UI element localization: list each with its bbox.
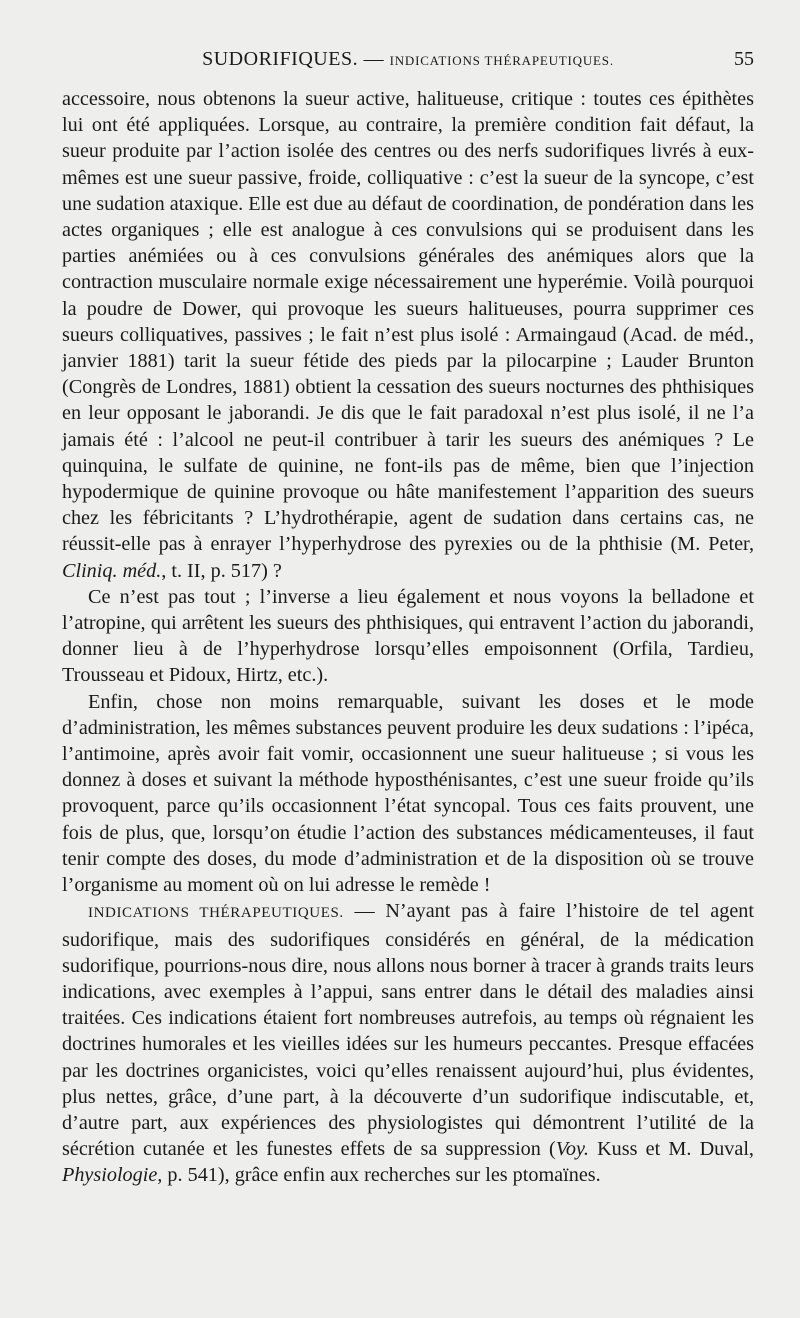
text-run: Ce n’est pas tout ; l’inverse a lieu également et nous voyons la belladone et l’atropine, qui arrêtent les sueurs des phthisiques, qui entravent l’action du jaborandi, donner lieu à de l’hyperhydrose lorsqu’elles empoisonnent (Orfila, Tardieu, Trousseau et Pidoux, Hirtz, etc.).	[62, 585, 754, 687]
page-number: 55	[734, 48, 754, 70]
italic-text: Physiologie,	[62, 1164, 163, 1187]
paragraph	[62, 584, 754, 689]
paragraph	[62, 86, 754, 584]
text-run: accessoire, nous obtenons la sueur active, halitueuse, critique : toutes ces épithètes lui ont été appliquées. Lorsque, au contraire, la première condition fait défaut, la sueur produite par l’action isolée des centres ou des nerfs sudorifiques livrés à eux-mêmes est une sueur passive, froide, colliquative : c’est la sueur de la syncope, c’est une sudation ataxique. Elle est due au défaut de coordination, de pondération dans les actes organiques ; elle est analogue à ces convulsions qui se produisent dans les parties anémiées ou à ces convulsions générales des anémiques alors que la contraction musculaire normale exige nécessairement une hyperémie. Voilà pourquoi la poudre de Dower, qui provoque les sueurs halitueuses, pourra supprimer ces sueurs colliquatives, passives ; le fait n’est plus isolé : Armaingaud (Acad. de méd., janvier 1881) tarit la sueur fétide des pieds par la pilocarpine ; Lauder Brunton (Congrès de Londres, 1881) obtient la cessation des sueurs nocturnes des phthisiques en leur opposant le jaborandi. Je dis que le fait paradoxal n’est plus isolé, il ne l’a jamais été : l’alcool ne peut-il contribuer à tarir les sueurs des anémiques ? Le quinquina, le sulfate de quinine, ne font-ils pas de même, bien que l’injection hypodermique de quinine provoque ou hâte manifestement l’apparition des sueurs chez les fébricitants ? L’hydrothérapie, agent de sudation dans certains cas, ne réussit-elle pas à enrayer l’hyperhydrose des pyrexies ou de la phthisie (M. Peter,	[62, 88, 754, 556]
text-run: p. 541), grâce enfin aux recherches sur les ptomaïnes.	[162, 1164, 601, 1187]
paragraph	[62, 898, 754, 1188]
text-run: , t. II, p. 517) ?	[161, 559, 282, 582]
running-subtitle: INDICATIONS THÉRAPEUTIQUES.	[389, 53, 614, 68]
book-page	[62, 48, 754, 1189]
text-run: Enfin, chose non moins remarquable, suivant les doses et le mode d’administration, les mêmes substances peuvent produire les deux sudations : l’ipéca, l’antimoine, après avoir fait vomir, occasionnent une sueur halitueuse ; si vous les donnez à doses et suivant la méthode hyposthénisantes, c’est une sueur froide qu’ils provoquent, parce qu’ils occasionnent l’état syncopal. Tous ces faits prouvent, une fois de plus, que, lorsqu’on étudie l’action des substances médicamenteuses, il faut tenir compte des doses, du mode d’administration et de la disposition où se trouve l’organisme au moment où on lui adresse le remède !	[62, 690, 754, 897]
header-dash: —	[363, 48, 385, 70]
running-title-line	[202, 48, 614, 70]
running-title: SUDORIFIQUES.	[202, 48, 359, 70]
paragraph	[62, 689, 754, 899]
text-run: Kuss et M. Duval,	[588, 1138, 754, 1161]
section-lead: INDICATIONS THÉRAPEUTIQUES.	[88, 905, 344, 922]
running-header	[62, 48, 754, 78]
italic-text: Voy.	[555, 1138, 589, 1161]
text-run: — N’ayant pas à faire l’histoire de tel agent sudorifique, mais des sudorifiques considérés en général, de la médication sudorifique, pourrions-nous dire, nous allons nous borner à tracer à grands traits leurs indications, avec exemples à l’appui, sans entrer dans le détail des maladies ainsi traitées. Ces indications étaient fort nombreuses autrefois, au temps où régnaient les doctrines humorales et les vieilles idées sur les humeurs peccantes. Presque effacées par les doctrines organicistes, voici qu’elles renaissent aujourd’hui, plus évidentes, plus nettes, grâce, d’une part, à la découverte d’un sudorifique indiscutable, et, d’autre part, aux expériences des physiologistes qui démontrent l’utilité de la sécrétion cutanée et les funestes effets de sa suppression (	[62, 900, 754, 1161]
body-text	[62, 86, 754, 1189]
italic-text: Cliniq. méd.	[62, 559, 162, 582]
